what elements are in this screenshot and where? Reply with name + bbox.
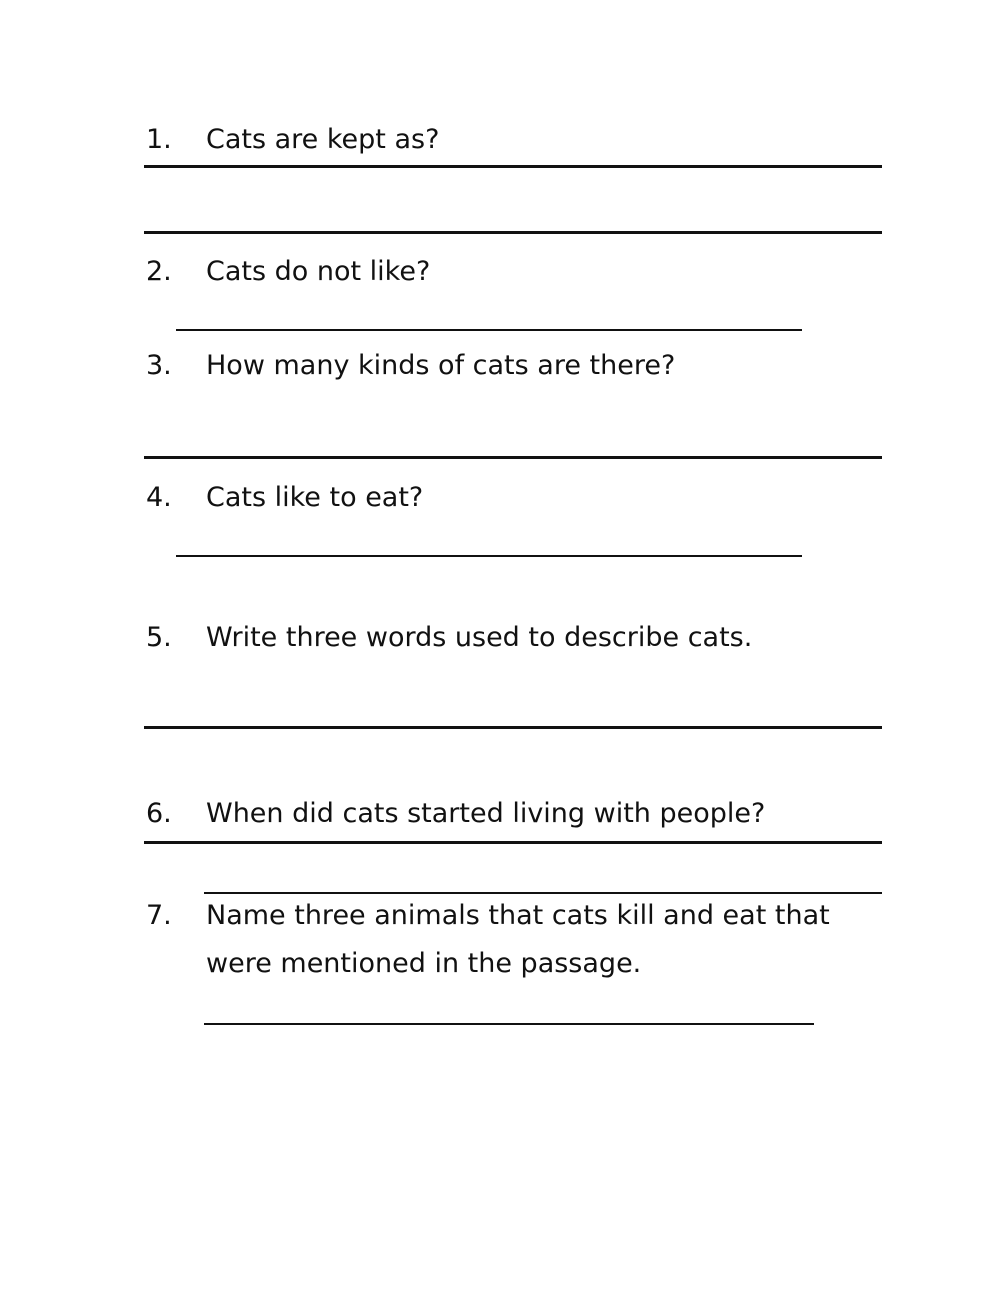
answer-line-6a[interactable] bbox=[144, 841, 882, 844]
question-7-text-line2: were mentioned in the passage. bbox=[206, 948, 642, 979]
question-2-number: 2. bbox=[146, 256, 172, 287]
answer-line-1b[interactable] bbox=[144, 231, 882, 234]
question-5-number: 5. bbox=[146, 622, 172, 653]
answer-line-4[interactable] bbox=[176, 555, 802, 557]
answer-line-3[interactable] bbox=[144, 456, 882, 459]
answer-line-6b[interactable] bbox=[204, 892, 882, 894]
question-6-number: 6. bbox=[146, 798, 172, 829]
question-7-text-line1: Name three animals that cats kill and eat that bbox=[206, 900, 830, 931]
answer-line-5[interactable] bbox=[144, 726, 882, 729]
question-2-text: Cats do not like? bbox=[206, 256, 431, 287]
question-1-number: 1. bbox=[146, 124, 172, 155]
answer-line-2[interactable] bbox=[176, 329, 802, 331]
question-3-text: How many kinds of cats are there? bbox=[206, 350, 676, 381]
answer-line-7[interactable] bbox=[204, 1023, 814, 1025]
question-4-number: 4. bbox=[146, 482, 172, 513]
question-4-text: Cats like to eat? bbox=[206, 482, 424, 513]
question-3-number: 3. bbox=[146, 350, 172, 381]
question-5-text: Write three words used to describe cats. bbox=[206, 622, 753, 653]
question-7-number: 7. bbox=[146, 900, 172, 931]
question-1-text: Cats are kept as? bbox=[206, 124, 440, 155]
question-6-text: When did cats started living with people? bbox=[206, 798, 766, 829]
answer-line-1a[interactable] bbox=[144, 165, 882, 168]
